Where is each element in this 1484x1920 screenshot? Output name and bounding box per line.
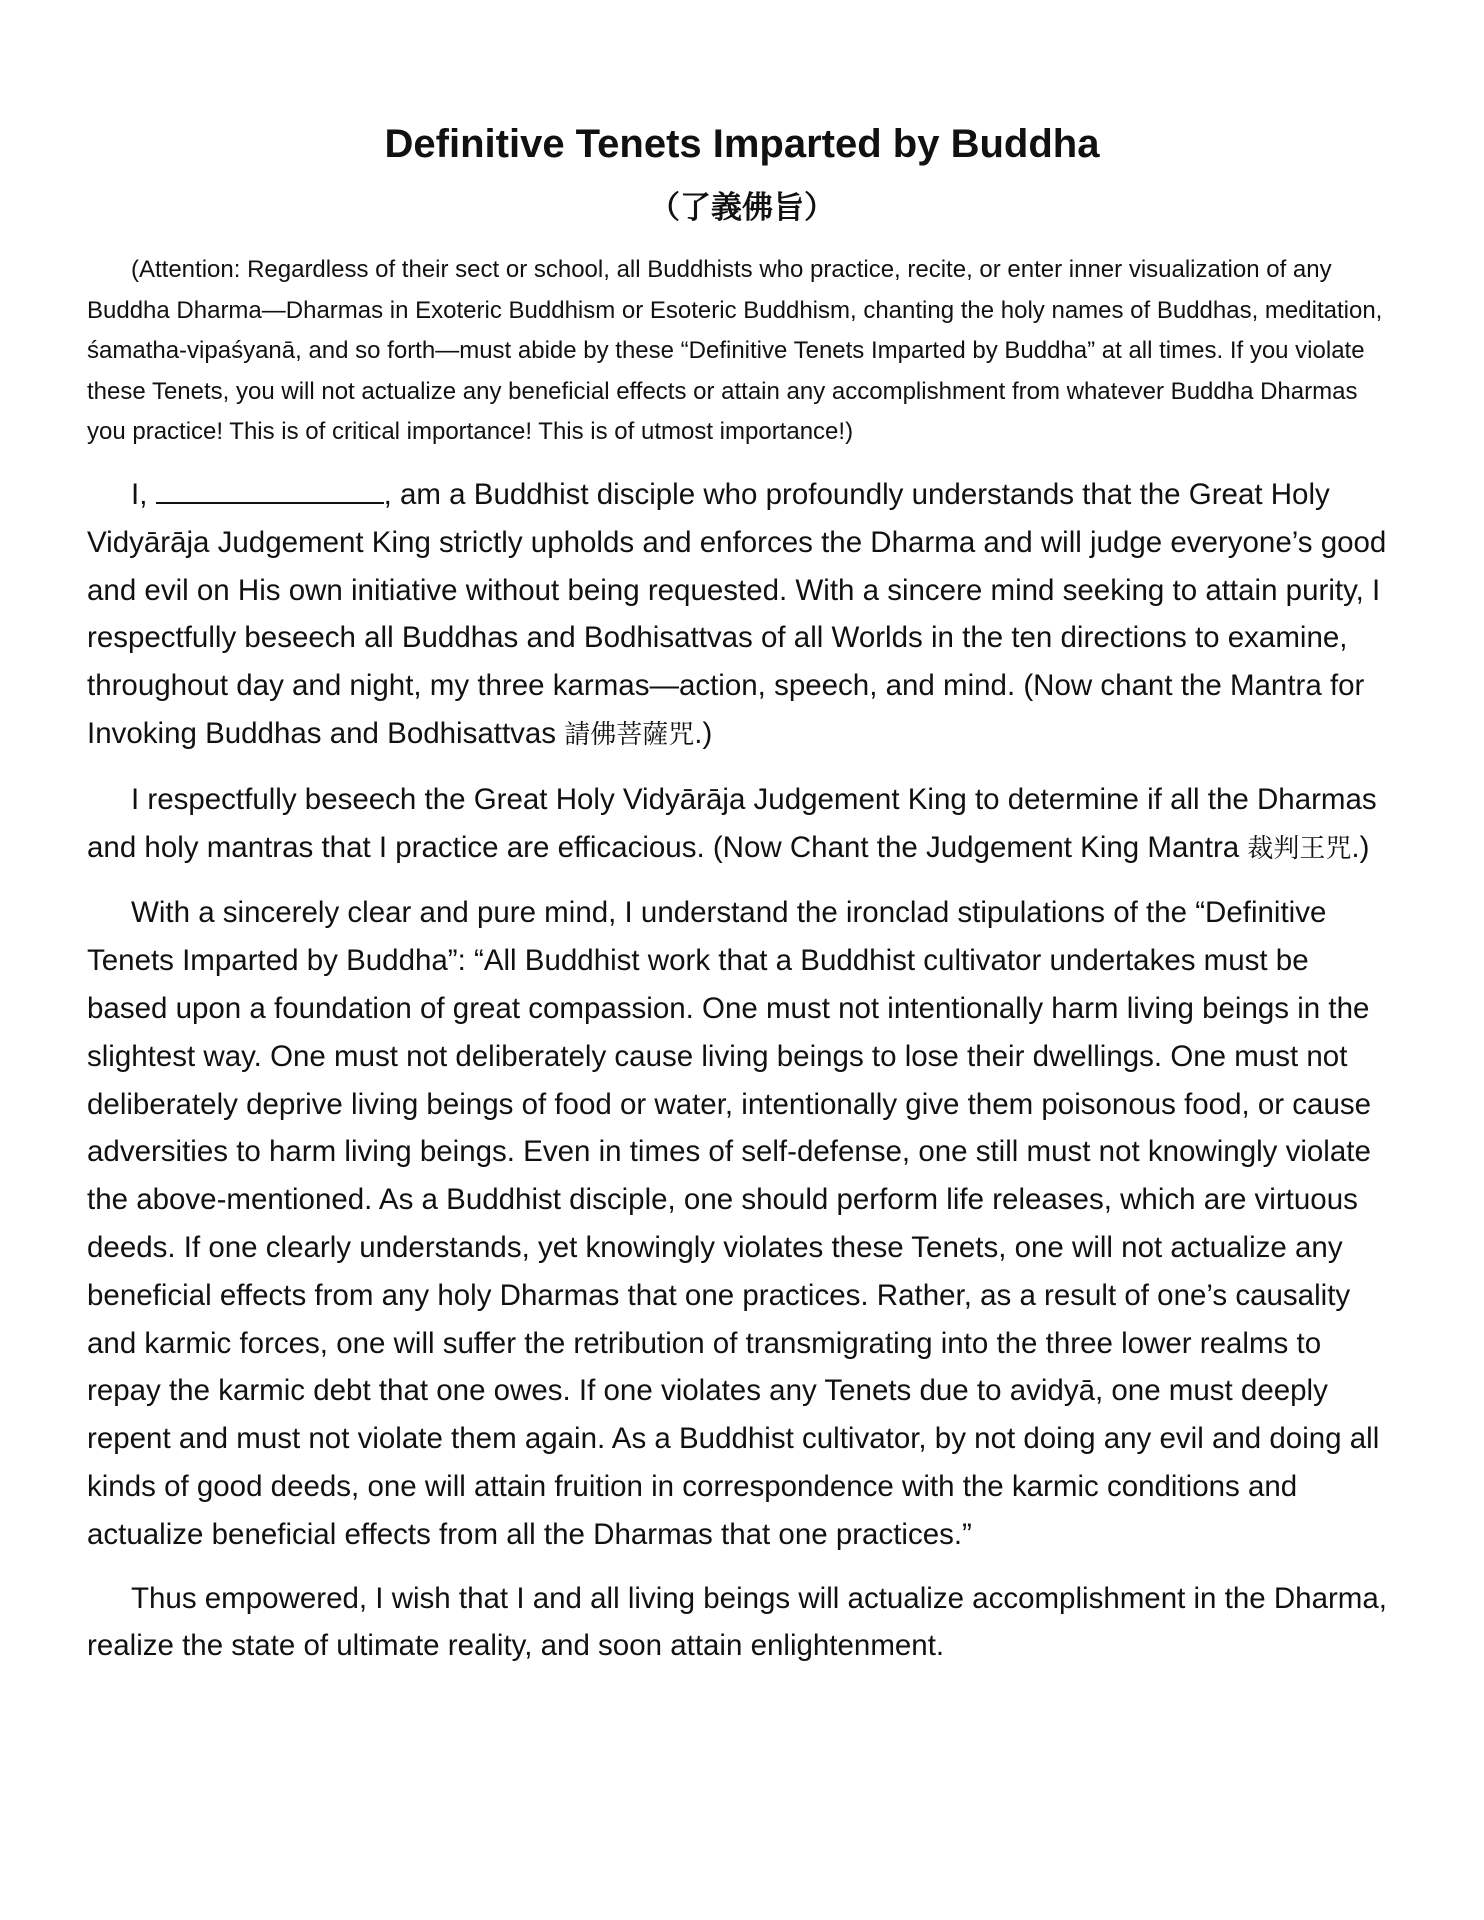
judgement-suffix: .) xyxy=(1351,830,1370,864)
attention-note: (Attention: Regardless of their sect or school, all Buddhists who practice, recite, or enter inner visualization of any Buddha Dharma—Dharmas in Exoteric Buddhism or Esoteric Buddhism, chanting the holy names of Buddhas, meditation, śamatha-vipaśyanā, and so forth—must abide by these “Definitive Tenets Imparted by Buddha” at all times. If you violate these Tenets, you will not actualize any beneficial effects or attain any accomplishment from whatever Buddha Dharmas you practice! This is of critical importance! This is of utmost importance!) xyxy=(87,256,1383,446)
declaration-suffix: .) xyxy=(694,716,713,750)
document-page xyxy=(87,118,1397,1670)
invoking-mantra-chinese: 請佛菩薩咒 xyxy=(564,719,695,750)
paragraph-judgement-king xyxy=(87,776,1397,874)
name-blank-line xyxy=(156,478,384,504)
paragraph-declaration xyxy=(87,471,1397,760)
declaration-prefix: I, xyxy=(131,477,156,511)
judgement-text: I respectfully beseech the Great Holy Vidyārāja Judgement King to determine if all the Dharmas and holy mantras that I practice are efficacious. (Now Chant the Judgement King Mantra xyxy=(87,782,1377,864)
paragraph-stipulations: With a sincerely clear and pure mind, I understand the ironclad stipulations of the “Definitive Tenets Imparted by Buddha”: “All Buddhist work that a Buddhist cultivator undertakes must be based upon a foundation of great compassion. One must not intentionally harm living beings in the slightest way. One must not deliberately cause living beings to lose their dwellings. One must not deliberately deprive living beings of food or water, intentionally give them poisonous food, or cause adversities to harm living beings. Even in times of self-defense, one still must not knowingly violate the above-mentioned. As a Buddhist disciple, one should perform life releases, which are virtuous deeds. If one clearly understands, yet knowingly violates these Tenets, one will not actualize any beneficial effects from any holy Dharmas that one practices. Rather, as a result of one’s causality and karmic forces, one will suffer the retribution of transmigrating into the three lower realms to repay the karmic debt that one owes. If one violates any Tenets due to avidyā, one must deeply repent and must not violate them again. As a Buddhist cultivator, by not doing any evil and doing all kinds of good deeds, one will attain fruition in correspondence with the karmic conditions and actualize beneficial effects from all the Dharmas that one practices.” xyxy=(87,896,1380,1551)
paragraph-dedication: Thus empowered, I wish that I and all living beings will actualize accomplishment in the Dharma, realize the state of ultimate reality, and soon attain enlightenment. xyxy=(87,1581,1387,1663)
document-title: Definitive Tenets Imparted by Buddha xyxy=(384,122,1100,166)
declaration-text: , am a Buddhist disciple who profoundly understands that the Great Holy Vidyārāja Judgement King strictly upholds and enforces the Dharma and will judge everyone’s good and evil on His own initiative without being requested. With a sincere mind seeking to attain purity, I respectfully beseech all Buddhas and Bodhisattvas of all Worlds in the ten directions to examine, throughout day and night, my three karmas—action, speech, and mind. (Now chant the Mantra for Invoking Buddhas and Bodhisattvas xyxy=(87,477,1387,750)
document-subtitle-chinese: （了義佛旨） xyxy=(649,190,835,226)
judgement-mantra-chinese: 裁判王咒 xyxy=(1247,833,1352,864)
